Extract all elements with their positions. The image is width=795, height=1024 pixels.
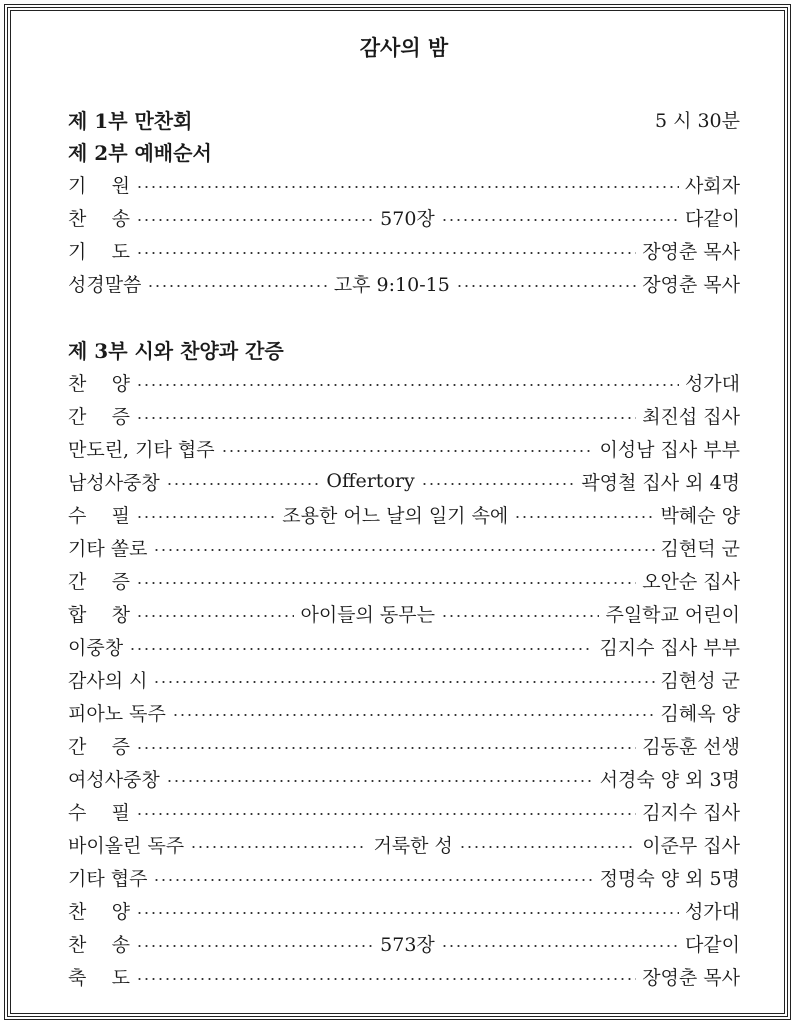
program-item-performer: 장영춘 목사: [642, 966, 740, 989]
dot-leader: [166, 483, 321, 485]
program-item-label-char: 필: [111, 504, 130, 527]
program-row: [68, 696, 740, 728]
program-item-label: [68, 171, 130, 198]
part1-label: 제 1부 만찬회: [68, 108, 193, 133]
program-item-label: 기타 협주: [68, 867, 148, 890]
part3-label: 제 3부 시와 찬양과 간증: [68, 338, 284, 363]
program-item-label: [68, 402, 130, 429]
program-item-performer: 다같이: [684, 207, 740, 230]
page-title: 감사의 밤: [359, 35, 449, 60]
dot-leader: [136, 516, 276, 518]
dot-leader: [459, 846, 636, 848]
program-item-performer: 김현성 군: [660, 669, 740, 692]
program-item-performer: 서경숙 양 외 3명: [599, 768, 740, 791]
program-row: [68, 432, 740, 464]
dot-leader: [136, 219, 374, 221]
program-item-performer: 최진섭 집사: [642, 405, 740, 428]
program-item-label: [68, 963, 130, 990]
program-item-performer: 김지수 집사 부부: [599, 636, 740, 659]
dot-leader: [136, 186, 679, 188]
dot-leader: [136, 978, 636, 980]
part2-label: 제 2부 예배순서: [68, 140, 212, 165]
program-item-label: 여성사중창: [68, 768, 160, 791]
program-row: [68, 465, 740, 497]
dot-leader: [190, 846, 367, 848]
program-row: [68, 960, 740, 992]
dot-leader: [136, 252, 636, 254]
program-item-label: [68, 369, 130, 396]
dot-leader: [136, 747, 636, 749]
program-item-label-char: 수: [68, 504, 87, 527]
program-item-piece: 573장: [380, 933, 435, 956]
program-item-performer: 주일학교 어린이: [605, 603, 740, 626]
program-item-label: 성경말씀: [68, 273, 142, 296]
dot-leader: [441, 945, 679, 947]
program-item-label: [68, 798, 130, 825]
program-item-label: [68, 930, 130, 957]
dot-leader: [421, 483, 576, 485]
program-item-label-char: 증: [111, 570, 130, 593]
dot-leader: [136, 945, 374, 947]
program-row: [68, 168, 740, 200]
dot-leader: [456, 285, 636, 287]
part2-heading: [68, 136, 740, 166]
program-item-label-char: 수: [68, 801, 87, 824]
program-item-label: [68, 567, 130, 594]
program-item-performer: 김동훈 선생: [642, 735, 740, 758]
program-item-label-char: 양: [111, 372, 130, 395]
program-row: [68, 795, 740, 827]
program-row: [68, 597, 740, 629]
program-item-performer: 박혜순 양: [660, 504, 740, 527]
program-item-performer: 사회자: [684, 174, 740, 197]
program-item-label: 바이올린 독주: [68, 834, 185, 857]
dot-leader: [166, 780, 594, 782]
program-row: [68, 762, 740, 794]
dot-leader: [136, 582, 636, 584]
program-row: [68, 828, 740, 860]
program-row: [68, 399, 740, 431]
program-item-label-char: 찬: [68, 207, 87, 230]
program-item-label-char: 증: [111, 735, 130, 758]
program-item-label: [68, 237, 130, 264]
dot-leader: [136, 384, 679, 386]
program-item-label-char: 간: [68, 570, 87, 593]
program-item-label-char: 도: [111, 966, 130, 989]
dot-leader: [136, 912, 679, 914]
program-item-label-char: 간: [68, 735, 87, 758]
program-row: [68, 366, 740, 398]
program-item-performer: 성가대: [684, 372, 740, 395]
program-item-performer: 김현덕 군: [660, 537, 740, 560]
program-item-piece: 조용한 어느 날의 일기 속에: [282, 504, 509, 527]
program-row: [68, 201, 740, 233]
program-item-label-char: 찬: [68, 933, 87, 956]
dot-leader: [153, 549, 654, 551]
program-row: [68, 498, 740, 530]
program-item-performer: 장영춘 목사: [642, 273, 740, 296]
program-item-performer: 김혜옥 양: [660, 702, 740, 725]
part1-time: 5 시 30분: [654, 109, 740, 132]
program-item-label-char: 기: [68, 240, 87, 263]
dot-leader: [172, 714, 655, 716]
program-item-label-char: 찬: [68, 372, 87, 395]
part3-heading: [68, 334, 740, 364]
program-item-piece: Offertory: [326, 470, 415, 492]
program-item-label-char: 송: [111, 933, 130, 956]
program-item-label: 만도린, 기타 협주: [68, 438, 215, 461]
program-item-label-char: 축: [68, 966, 87, 989]
program-item-label: 이중창: [68, 636, 124, 659]
program-item-label: 피아노 독주: [68, 702, 166, 725]
program-item-performer: 이준무 집사: [642, 834, 741, 857]
dot-leader: [221, 450, 594, 452]
program-row: [68, 894, 740, 926]
program-item-label-char: 합: [68, 603, 87, 626]
program-item-piece: 아이들의 동무는: [300, 603, 435, 626]
dot-leader: [153, 681, 654, 683]
program-item-label-char: 양: [111, 900, 130, 923]
program-item-label-char: 기: [68, 174, 87, 197]
program-item-label-char: 찬: [68, 900, 87, 923]
program-item-performer: 오안순 집사: [642, 570, 740, 593]
program-item-label-char: 창: [111, 603, 130, 626]
program-item-piece: 고후 9:10-15: [333, 273, 450, 296]
dot-leader: [136, 615, 294, 617]
program-item-label: [68, 732, 130, 759]
dot-leader: [514, 516, 654, 518]
dot-leader: [441, 615, 599, 617]
program-row: [68, 531, 740, 563]
program-item-label-char: 필: [111, 801, 130, 824]
program-row: [68, 564, 740, 596]
dot-leader: [147, 285, 327, 287]
program-item-label-char: 송: [111, 207, 130, 230]
program-row: [68, 630, 740, 662]
program-item-piece: 570장: [380, 207, 435, 230]
program-item-performer: 정명숙 양 외 5명: [599, 867, 740, 890]
dot-leader: [153, 879, 593, 881]
program-item-performer: 곽영철 집사 외 4명: [581, 471, 741, 494]
program-row: [68, 234, 740, 266]
program-item-label: 남성사중창: [68, 471, 160, 494]
program-row: [68, 663, 740, 695]
dot-leader: [136, 417, 636, 419]
program-item-label: 기타 쏠로: [68, 537, 148, 560]
program-item-performer: 다같이: [684, 933, 740, 956]
program-row: [68, 861, 740, 893]
program-item-piece: 거룩한 성: [373, 834, 453, 857]
program-item-performer: 성가대: [684, 900, 740, 923]
program-item-label: [68, 204, 130, 231]
program-item-label: [68, 897, 130, 924]
program-row: [68, 729, 740, 761]
program-item-performer: 김지수 집사: [642, 801, 740, 824]
part1-heading: [68, 104, 740, 134]
program-item-label: [68, 501, 130, 528]
program-row: [68, 267, 740, 299]
program-item-label-char: 간: [68, 405, 87, 428]
program-item-performer: 장영춘 목사: [642, 240, 740, 263]
program-item-label: 감사의 시: [68, 669, 148, 692]
dot-leader: [136, 813, 636, 815]
program-item-performer: 이성남 집사 부부: [599, 438, 740, 461]
program-item-label-char: 도: [111, 240, 130, 263]
dot-leader: [129, 648, 593, 650]
program-row: [68, 927, 740, 959]
program-item-label-char: 증: [111, 405, 130, 428]
dot-leader: [441, 219, 679, 221]
program-item-label: [68, 600, 130, 627]
program-item-label-char: 원: [111, 174, 130, 197]
